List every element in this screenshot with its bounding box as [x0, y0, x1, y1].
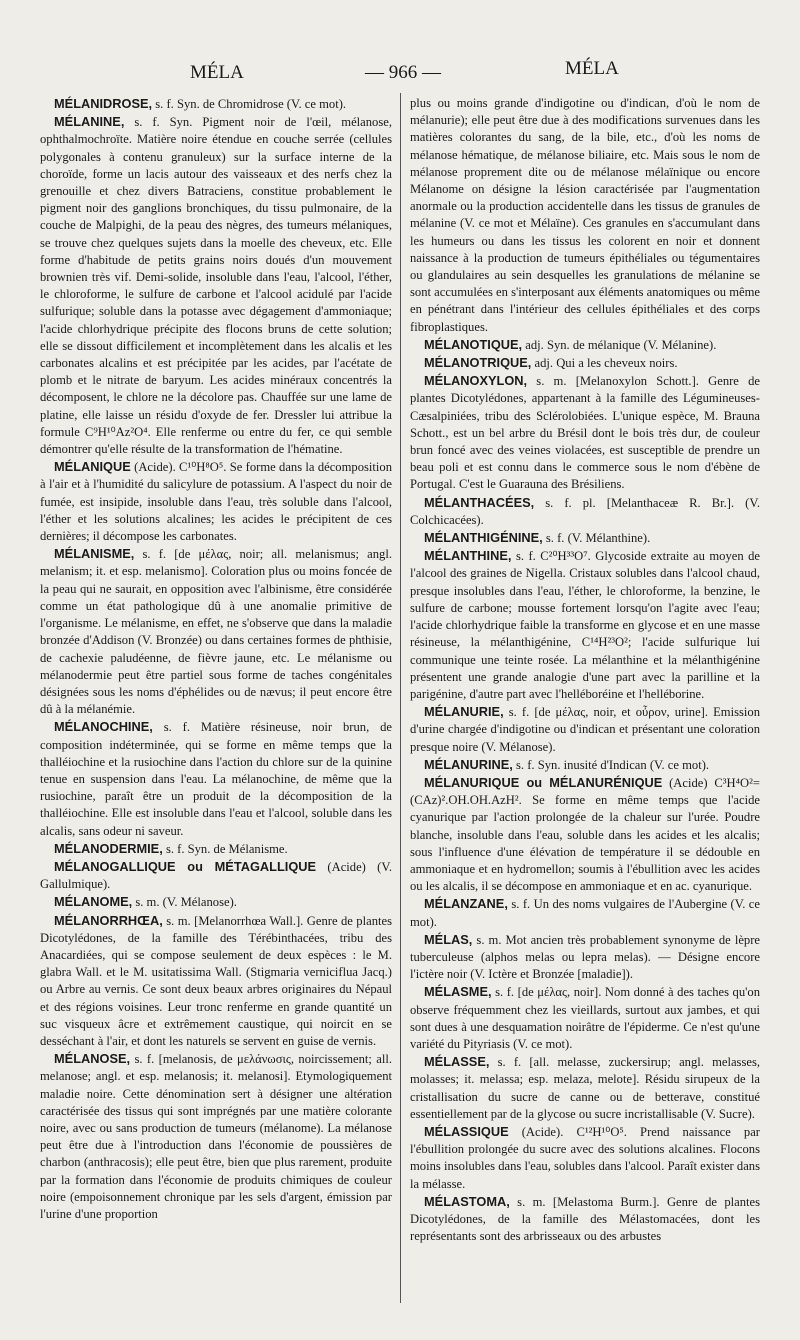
- dictionary-entry: [40, 718, 392, 839]
- dictionary-entry: [410, 529, 760, 547]
- entry-body: s. f. C²⁰H³³O⁷. Glycoside extraite au moyen de l'alcool des graines de Nigella. Cristaux solubles dans l'alcool chaud, presque insolubles dans l'eau, l'éther, le chloroforme, la benzine, le sulfure de carbone; mousse fortement lorsqu'on l'agite avec l'eau; l'acide chlorhydrique faible la transforme en glycose et en une masse résineuse, la mélanthigénine, C¹⁴H²³O²; l'acide sulfurique lui communique une teinte rosée. La mélanthine et la mélanthigénine présentent une grande analogie d'une part avec la parilline et la parigénine, d'autre part avec l'helléboréine et l'helléborine.: [410, 549, 760, 701]
- dictionary-entry: [410, 931, 760, 984]
- entry-body: (Acide). C¹⁰H⁸O⁵. Se forme dans la décomposition à l'air et à l'humidité du salicylure de potassium. A l'aspect du noir de fumée, est insipide, insoluble dans l'eau, très soluble dans l'alcool, l'éther et les solutions alcalines; les acides le précipitent de ces dernières; il décompose les carbonates.: [40, 460, 392, 544]
- entry-body: s. f. Syn. inusité d'Indican (V. ce mot).: [516, 757, 710, 772]
- dictionary-entry: [410, 494, 760, 529]
- entry-headword: MÉLANINE,: [54, 114, 125, 130]
- page-header: [40, 58, 770, 88]
- entry-headword: MÉLANOSE,: [54, 1051, 131, 1067]
- page-number: — 966 —: [365, 62, 441, 83]
- dictionary-entry: [410, 547, 760, 703]
- dictionary-entry: [40, 912, 392, 1051]
- entry-body: s. f. [all. melasse, zuckersirup; angl. melasses, molasses; it. melassa; esp. melaza, melote]. Résidu sirupeux de la cristallisation du sucre de canne ou de betterave, constitué essentiellement par de la glycose ou sucre incristallisable (V. Sucre).: [410, 1055, 760, 1121]
- entry-headword: MÉLANTHACÉES,: [424, 494, 535, 510]
- dictionary-entry: [40, 840, 392, 858]
- dictionary-entry: [40, 545, 392, 718]
- entry-body: s. f. Matière résineuse, noir brun, de composition indéterminée, qui se forme en même temps que la thalléiochine et la rusiochine dans l'action du chlore sur de la quinine tenue en suspension dans l'eau. La mélanochine, de même que la rusiochine, paraît être un produit de la décomposition de la thalléiochine. Elle est insoluble dans l'eau et l'alcool, soluble dans les alcalis, sans odeur ni saveur.: [40, 720, 392, 838]
- dictionary-entry: [410, 1123, 760, 1193]
- dictionary-entry: [40, 95, 392, 113]
- entry-headword: MÉLANURINE,: [424, 756, 513, 772]
- entry-headword: MÉLANIQUE: [54, 459, 131, 475]
- entry-headword: MÉLANOCHINE,: [54, 719, 153, 735]
- entry-body: s. f. [de μέλας, noir; all. melanismus; angl. melanism; it. et esp. melanismo]. Coloration plus ou moins foncée de la peau qui ne saurait, en opposition avec l'albinisme, être considérée comme un état pathologique dû à une anomalie primitive de l'organisme. Le mélanisme, en effet, ne s'observe que dans la maladie bronzée d'Addison (V. Bronzée) ou dans certaines formes de phthisie, de cachexie paludéenne, de fièvre jaune, etc. Le mélanisme ou mélanodermie peut être partiel sous forme de taches congénitales désignées sous les noms d'éphélides ou de nævus; il peut encore être dû à la mélanémie.: [40, 547, 392, 717]
- entry-headword: MÉLANODERMIE,: [54, 840, 163, 856]
- dictionary-entry: [410, 372, 760, 493]
- entry-body: (Acide). C¹²H¹⁰O⁵. Prend naissance par l'ébullition prolongée du sucre avec des solutions alcalines. Flocons moins insolubles dans l'eau, solubles dans l'alcool. Paraît exister dans la mélasse.: [410, 1124, 760, 1191]
- entry-headword: MÉLANOTIQUE,: [424, 336, 523, 352]
- entry-body: s. m. [Melanorrhœa Wall.]. Genre de plantes Dicotylédones, de la famille des Térébinthacées, tribu des Anacardiées, qui se compose seulement de deux espèces : le M. glabra Wall. et le M. usitatissima Wall. (Stigmaria verniciflua Jacq.) ou Arbre au vernis. Ce sont deux beaux arbres originaires du Népaul et des régions voisines. Leur tronc renferme en grande quantité un suc visqueux âcre et extrêmement caustique, qui noircit en se desséchant à l'air, et dont les naturels se servent en guise de vernis.: [40, 913, 392, 1048]
- dictionary-entry: [40, 458, 392, 545]
- entry-body: plus ou moins grande d'indigotine ou d'indican, d'où le nom de mélanurie); elle peut être due à des modifications survenues dans les matières colorantes du sang, de la bile, etc., d'où les noms de mélanose hématique, de mélanose biliaire, etc. Mais sous le nom de mélanose proprement dite ou de mélanose mélaïnique ou encore Mélanome on désigne la lésion caractérisée par l'augmentation anormale ou la production accidentelle dans les tissus de granules de mélanine (V. ce mot et Mélaïne). Ces granules en s'accumulant dans les humeurs ou dans les tissus les colorent en noir et donnent naissance à la production de tumeurs épithéliales ou tégumentaires ou glandulaires au sein desquelles les granulations de mélanine se sont accumulées en s'interposant aux éléments anatomiques ou même en pénétrant dans l'intérieur des cellules épithéliales et des corps fibroplastiques.: [410, 96, 760, 334]
- entry-headword: MÉLANOXYLON,: [424, 373, 528, 389]
- dictionary-entry: [410, 774, 760, 895]
- entry-headword: MÉLANURIE,: [424, 704, 504, 720]
- header-right-keyword: MÉLA: [565, 58, 619, 79]
- entry-headword: MÉLANOTRIQUE,: [424, 355, 532, 371]
- dictionary-entry: [410, 983, 760, 1053]
- dictionary-entry: [410, 703, 760, 756]
- column-divider: [400, 93, 401, 1303]
- entry-body: s. f. [melanosis, de μελάνωσις, noircissement; all. melanose; angl. et esp. melanosis; it. melanosi]. Etymologiquement maladie noire. Cette dénomination sert à désigner une altération caractérisée des tissus qui sont imprégnés par une matière colorante noire, avec ou sans production de tumeurs (mélanome). La mélanose peut être due à l'introduction dans l'économie de poussières de charbon (anthracosis); elle peut être, bien que plus rarement, produite par la formation dans l'économie de produits chimiques de couleur noire (empoisonnement chronique par les sels d'argent, émission par l'urine d'une proportion: [40, 1052, 392, 1221]
- entry-headword: MÉLANIDROSE,: [54, 96, 153, 111]
- entry-headword: MÉLANTHIGÉNINE,: [424, 530, 543, 546]
- entry-headword: MÉLASTOMA,: [424, 1193, 510, 1209]
- left-column: [40, 95, 392, 1310]
- dictionary-entry: [40, 1050, 392, 1223]
- entry-headword: MÉLANORRHŒA,: [54, 912, 163, 928]
- dictionary-entry: [410, 354, 760, 372]
- dictionary-entry: [410, 95, 760, 336]
- entry-body: (Acide) (V. Gallulmique).: [40, 859, 392, 892]
- entry-body: s. f. Syn. de Mélanisme.: [165, 841, 288, 856]
- entry-headword: MÉLANZANE,: [424, 896, 508, 912]
- entry-body: s. f. pl. [Melanthaceæ R. Br.]. (V. Colchicacées).: [410, 495, 760, 527]
- dictionary-entry: [40, 893, 392, 911]
- entry-body: adj. Qui a les cheveux noirs.: [534, 356, 678, 371]
- entry-body: s. m. Mot ancien très probablement synonyme de lèpre tuberculeuse (alphos melas ou lepra melas). — Désigne encore l'ictère noir (V. Ictère et Bronzée [maladie]).: [410, 932, 760, 982]
- dictionary-entry: [410, 756, 760, 774]
- entry-headword: MÉLANTHINE,: [424, 548, 512, 564]
- entry-headword: MÉLASME,: [424, 984, 492, 1000]
- entry-headword: MÉLASSE,: [424, 1054, 490, 1070]
- entry-headword: MÉLANISME,: [54, 546, 135, 562]
- right-column: [410, 95, 760, 1310]
- dictionary-entry: [40, 858, 392, 893]
- entry-body: adj. Syn. de mélanique (V. Mélanine).: [525, 337, 717, 352]
- entry-headword: MÉLANOGALLIQUE ou MÉTAGALLIQUE: [54, 858, 317, 874]
- dictionary-entry: [410, 895, 760, 930]
- dictionary-entry: [40, 113, 392, 458]
- entry-body: s. f. Un des noms vulgaires de l'Aubergine (V. ce mot).: [410, 897, 760, 929]
- entry-body: (Acide) C³H⁴O²=(CAz)².OH.OH.AzH². Se forme en même temps que l'acide cyanurique par l'action prolongée de la chaleur sur l'urée. Poudre blanche, insoluble dans l'eau, soluble dans les acides et les alcalis; sous l'influence d'une élévation de température il se dédouble en ammoniaque et en hydromellon; soumis à l'ébullition avec les acides ou les alcalis, il se décompose en ammoniaque et en ac. cyanurique.: [410, 775, 760, 894]
- dictionary-entry: [410, 1193, 760, 1246]
- entry-body: s. m. [Melastoma Burm.]. Genre de plantes Dicotylédones, de la famille des Mélastomacées, dont les représentants sont des arbrisseaux ou des arbustes: [410, 1194, 760, 1244]
- entry-body: s. f. Syn. de Chromidrose (V. ce mot).: [155, 97, 347, 111]
- entry-body: s. f. [de μέλας, noir]. Nom donné à des taches qu'on observe fréquemment chez les vieillards, surtout aux jambes, et qui sont dues à une desquamation noirâtre de l'épiderme. Ce n'est qu'une variété du Pityriasis (V. ce mot).: [410, 985, 760, 1051]
- entry-body: s. m. (V. Mélanose).: [135, 895, 237, 910]
- entry-headword: MÉLANURIQUE ou MÉLANURÉNIQUE: [424, 774, 663, 790]
- header-left-keyword: MÉLA: [190, 62, 244, 83]
- dictionary-entry: [410, 1053, 760, 1123]
- entry-headword: MÉLANOME,: [54, 894, 133, 910]
- entry-body: s. f. Syn. Pigment noir de l'œil, mélanose, ophthalmochroïte. Matière noire étendue en couche serrée (cellules polygonales à contenu granuleux) sur la surface interne de la choroïde, forme un lacis autour des vaisseaux et des nerfs chez la grenouille et chez divers Batraciens, constitue probablement le pigment noir des ganglions bronchiques, du tissu pulmonaire, de la couche de Malpighi, de la peau des nègres, des tumeurs mélaniques, se trouve chez quelques sujets dans la moelle des cheveux, etc. Elle forme d'habitude de petits grains noirs doués d'un mouvement brownien très vif. Demi-solide, insoluble dans l'eau, l'alcool, l'éther, le chloroforme, le sulfure de carbone et l'alcool acidulé par l'acide sulfurique; soluble dans la potasse avec dégagement d'ammoniaque; l'acide chlorhydrique précipite des flocons bruns de cette solution; elle se dissout difficilement et incomplètement dans les alcalis et les carbonates alcalins et est précipitée par les acides, par l'acétate de plomb et le nitrate de baryum. Les acides minéraux concentrés la décomposent, le chlore ne la décolore pas. Chauffée sur une lame de platine, elle laisse un résidu d'oxyde de fer. Dressler lui attribue la formule C⁹H¹⁰Az²O⁴. Elle renferme ou entre du fer, ce qui semble démontrer qu'elle résulte de la transformation de l'hématine.: [40, 115, 392, 457]
- entry-body: s. m. [Melanoxylon Schott.]. Genre de plantes Dicotylédones, appartenant à la famille des Légumineuses-Cæsalpiniées, tribu des Sclérolobiées. L'unique espèce, M. Brauna Schott., est un bel arbre du Brésil dont le bois très dur, de couleur brun foncé avec des veines violacées, est susceptible de prendre un beau poli et est connu dans le commerce sous le nom d'ébène de Portugal. C'est le Guarauna des Brésiliens.: [410, 374, 760, 492]
- entry-body: s. f. [de μέλας, noir, et οὖρον, urine]. Emission d'urine chargée d'indigotine ou d'indican et présentant une coloration presque noire (V. Mélanose).: [410, 705, 760, 754]
- entry-headword: MÉLASSIQUE: [424, 1123, 509, 1139]
- entry-body: s. f. (V. Mélanthine).: [545, 531, 651, 546]
- entry-headword: MÉLAS,: [424, 931, 473, 947]
- dictionary-entry: [410, 336, 760, 354]
